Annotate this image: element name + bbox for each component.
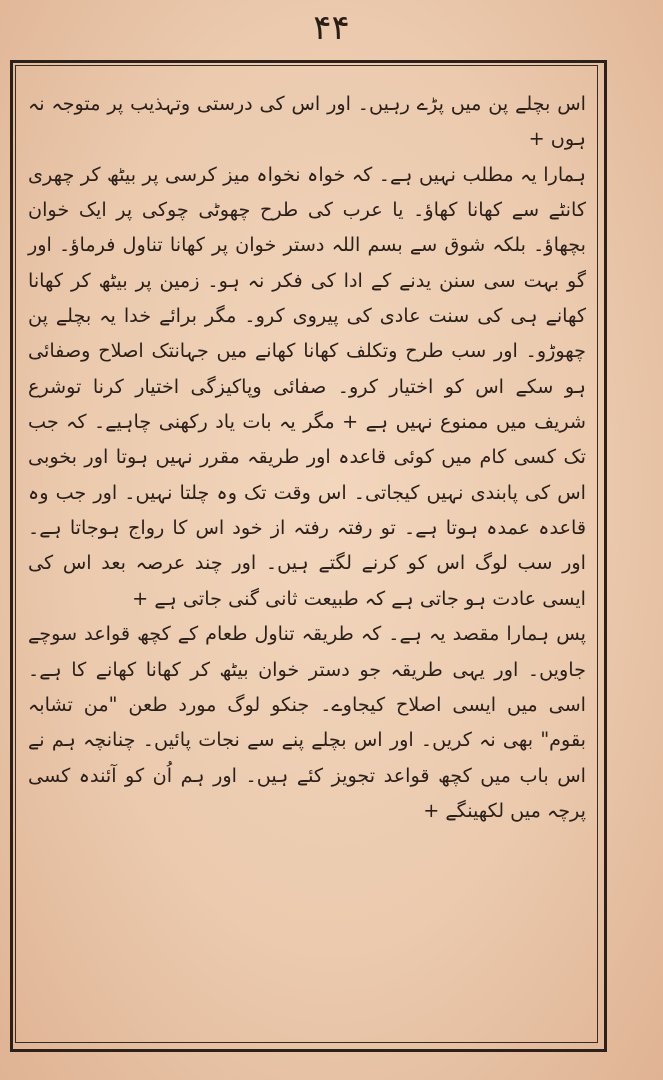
paragraph: ہمارا یہ مطلب نہیں ہے۔ کہ خواہ نخواہ میز کرسی پر بیٹھ کر چھری کانٹے سے کھانا کھاؤ۔ یا عرب کی طرح چھوٹی چوکی پر ایک خوان بچھاؤ۔ بلکہ شوق سے بسم اللہ دستر خوان پر کھانا تناول فرماؤ۔ اور گو بہت سی سنن یدنے کے ادا کی فکر نہ ہو۔ زمین پر بیٹھ کر کھانا کھانے ہی کی سنت عادی کی پیروی کرو۔ مگر برائے خدا یہ بچلے پن چھوڑو۔ اور سب طرح وتکلف کھانا کھانے میں جہانتک اصلاح وصفائی ہو سکے اس کو اختیار کرو۔ صفائی وپاکیزگی اختیار کرنا توشرع شریف میں ممنوع نہیں ہے + مگر یہ بات یاد رکھنی چاہیے۔ کہ جب تک کسی کام میں کوئی قاعدہ اور طریقہ مقرر نہیں ہوتا اور بخوبی اس کی پابندی نہیں کیجاتی۔ اس وقت تک وہ چلتا نہیں۔ اور جب وہ قاعدہ عمدہ ہوتا ہے۔ تو رفتہ رفتہ از خود اس کا رواج ہوجاتا ہے۔ اور سب لوگ اس کو کرنے لگتے ہیں۔ اور چند عرصہ بعد اس کی ایسی عادت ہو جاتی ہے کہ طبیعت ثانی گنی جاتی ہے +	[28, 162, 586, 610]
paragraph: پس ہمارا مقصد یہ ہے۔ کہ طریقہ تناول طعام کے کچھ قواعد سوچے جاویں۔ اور یہی طریقہ جو دستر خوان بیٹھ کر کھانا کھانے کا ہے۔ اسی میں ایسی اصلاح کیجاوے۔ جنکو لوگ مورد طعن "من تشابہ بقوم" بھی نہ کریں۔ اور اس بچلے پنے سے نجات پائیں۔ چنانچہ ہم نے اس باب میں کچھ قواعد تجویز کئے ہیں۔ اور ہم اُن کو آئندہ کسی پرچہ میں لکھینگے +	[28, 622, 586, 822]
body-text	[28, 86, 586, 1031]
page-number: ۴۴	[313, 8, 350, 48]
paragraph: اس بچلے پن میں پڑے رہیں۔ اور اس کی درستی وتہذیب پر متوجہ نہ ہوں +	[28, 92, 586, 151]
